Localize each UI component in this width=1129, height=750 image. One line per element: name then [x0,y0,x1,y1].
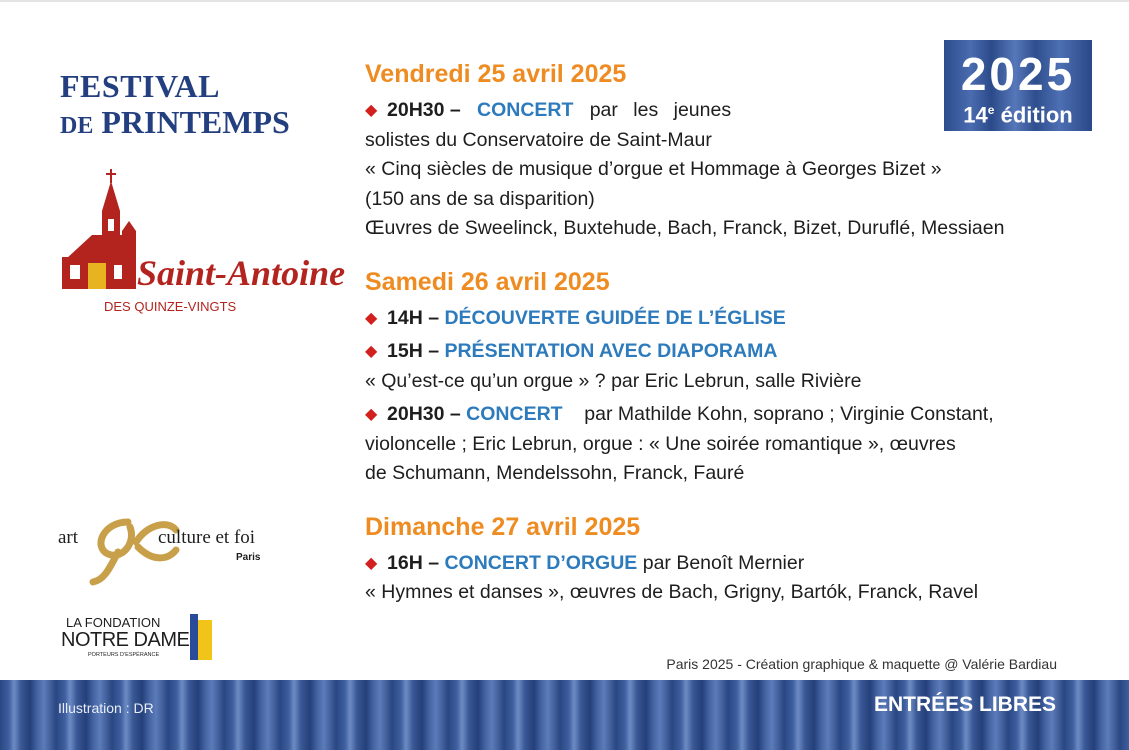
event-detail: par les jeunes [589,99,732,121]
fondation-line3: PORTEURS D’ESPÉRANCE [88,652,160,658]
event-time: 15H – [387,340,440,362]
fondation-line2: NOTRE DAME [61,629,190,651]
event-type: PRÉSENTATION AVEC DIAPORAMA [444,340,778,362]
church-icon [62,169,136,289]
festival-title-printemps: PRINTEMPS [101,104,290,140]
fondation-flag-icon [190,614,212,660]
diamond-bullet-icon: ◆ [365,309,378,327]
saint-antoine-sub: DES QUINZE-VINGTS [104,299,237,314]
fondation-notre-dame-logo [58,608,218,666]
event-line [365,400,1065,430]
event-time: 16H – [387,551,440,574]
programme [365,58,1065,622]
footer-band [0,680,1129,750]
event-type: DÉCOUVERTE GUIDÉE DE L’ÉGLISE [444,306,786,329]
diamond-bullet-icon: ◆ [365,554,378,572]
diamond-bullet-icon: ◆ [365,343,378,360]
festival-title-line2 [60,104,290,144]
acf-city: Paris [236,552,261,563]
event-detail: « Hymnes et danses », œuvres de Bach, Grigny, Bartók, Franck, Ravel [365,581,979,603]
illustration-credit: Illustration : DR [58,700,154,716]
festival-title-de: DE [60,113,94,139]
credit-line: Paris 2025 - Création graphique & maquette @ Valérie Bardiau [666,656,1057,672]
event-line [365,549,1065,579]
acf-right-text: culture et foi [158,527,256,548]
event-detail: par Mathilde Kohn, soprano ; Virginie Constant, [584,403,994,425]
event-line [365,337,1065,367]
event-detail: « Qu’est-ce qu’un orgue » ? par Eric Lebrun, salle Rivière [365,369,862,392]
edition-number: 14 [963,102,988,128]
day-section-sunday [365,511,1065,608]
diamond-bullet-icon: ◆ [365,102,378,119]
event-time: 20H30 – [387,403,461,425]
event-line [365,96,1065,126]
diamond-bullet-icon: ◆ [365,406,378,423]
event-detail: (150 ans de sa disparition) [365,187,595,210]
entrees-libres: ENTRÉES LIBRES [873,693,1056,716]
art-culture-foi-logo [58,512,268,587]
event-detail: violoncelle ; Eric Lebrun, orgue : « Une soirée romantique », œuvres [365,432,956,455]
event-type: CONCERT [466,403,563,425]
acf-left-text: art [58,527,79,548]
top-divider [0,0,1129,2]
event-line [365,304,1065,334]
day-section-saturday [365,266,1065,489]
day-title: Vendredi 25 avril 2025 [365,60,627,88]
saint-antoine-logo [52,165,346,320]
saint-antoine-name: Saint-Antoine [137,253,346,293]
edition-word: édition [1000,102,1073,128]
day-title: Dimanche 27 avril 2025 [365,512,641,541]
fondation-line1: LA FONDATION [66,615,161,630]
day-section-friday [365,58,1065,244]
event-detail: de Schumann, Mendelssohn, Franck, Fauré [365,462,745,484]
festival-title-line1: FESTIVAL [60,68,220,104]
day-title: Samedi 26 avril 2025 [365,267,610,296]
event-detail: par Benoît Mernier [642,551,805,574]
year: 2025 [960,48,1076,100]
event-detail: solistes du Conservatoire de Saint-Maur [365,128,712,151]
event-type: CONCERT [477,99,574,121]
event-detail: « Cinq siècles de musique d’orgue et Hommage à Georges Bizet » [365,158,942,180]
edition-suffix: e [987,103,995,117]
event-time: 20H30 – [387,99,461,121]
festival-title [60,68,290,144]
event-detail: Œuvres de Sweelinck, Buxtehude, Bach, Franck, Bizet, Duruflé, Messiaen [365,217,1005,239]
event-type: CONCERT D’ORGUE [444,551,638,574]
event-time: 14H – [387,306,440,329]
